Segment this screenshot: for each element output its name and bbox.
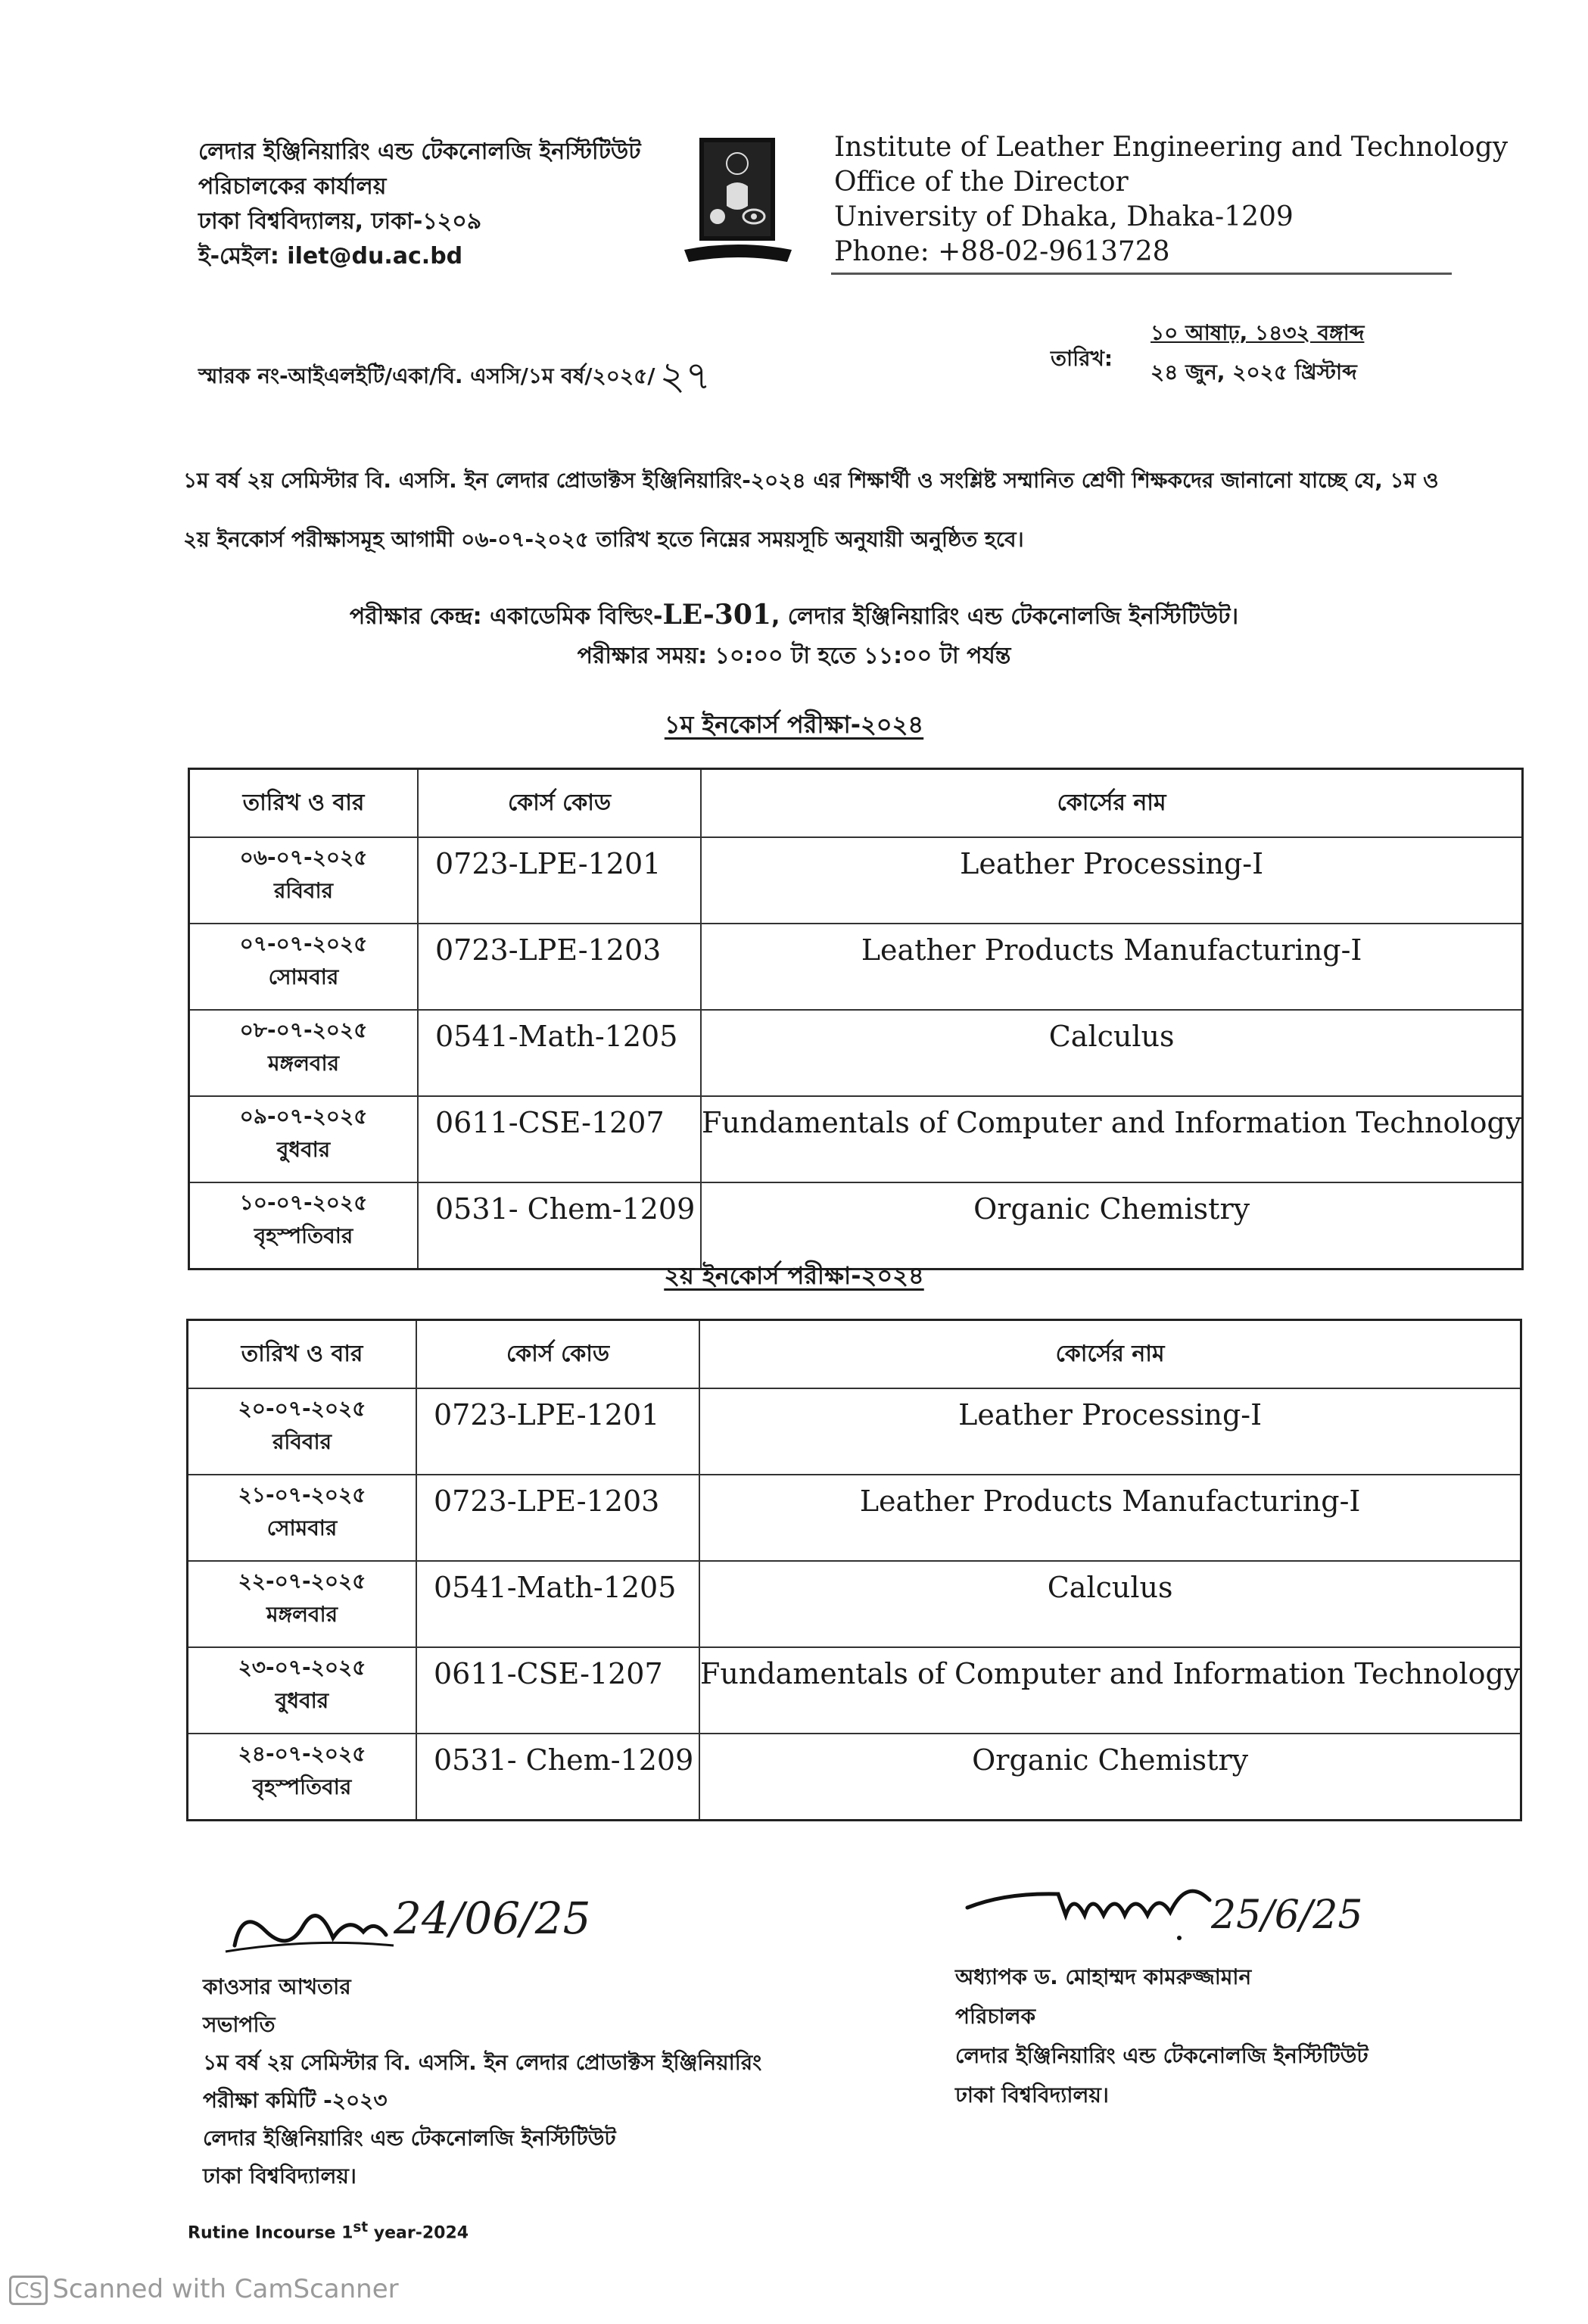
date-bangla: ১০ আষাঢ়, ১৪৩২ বঙ্গাব্দ [1151,320,1365,345]
table-row [188,1475,1521,1561]
signatory-line: পরিচালক [955,2004,1036,2029]
day-text: সোমবার [266,1516,338,1541]
course-code: 0723-LPE-1203 [418,924,701,1010]
day-text: মঙ্গলবার [266,1602,338,1627]
memo-text: স্মারক নং-আইএলইটি/একা/বি. এসসি/১ম বর্ষ/২০২৫/ [198,363,655,388]
date-text: ০৭-০৭-২০২৫ [239,931,368,956]
date-gregorian: ২৪ জুন, ২০২৫ খ্রিস্টাব্দ [1151,360,1357,385]
date-text: ২২-০৭-২০২৫ [238,1569,366,1593]
column-header-name: কোর্সের নাম [699,1320,1521,1389]
column-header-name: কোর্সের নাম [701,769,1523,838]
course-code: 0531- Chem-1209 [416,1734,699,1821]
course-name: Organic Chemistry [701,1182,1523,1269]
signatory-line: পরীক্ষা কমিটি -২০২৩ [203,2088,388,2113]
course-name: Leather Processing-I [701,837,1523,924]
schedule-2-title [0,1257,1588,1298]
camscanner-watermark [9,2274,399,2305]
course-code: 0723-LPE-1201 [416,1388,699,1475]
day-text: মঙ্গলবার [267,1051,340,1076]
course-code: 0723-LPE-1203 [416,1475,699,1561]
course-name: Calculus [701,1010,1523,1096]
signatory-line: অধ্যাপক ড. মোহাম্মদ কামরুজ্জামান [955,1964,1252,1989]
table-row [189,1010,1523,1096]
column-header-code: কোর্স কোড [418,769,701,838]
header-bangla-line: ঢাকা বিশ্ববিদ্যালয়, ঢাকা-১২০৯ [198,208,482,235]
day-text: সোমবার [268,964,339,989]
header-bangla-line: লেদার ইঞ্জিনিয়ারিং এন্ড টেকনোলজি ইনস্টিটিউট [198,139,641,165]
exam-date [189,1096,419,1182]
schedule-2-table [186,1319,1522,1821]
watermark-text: Scanned with CamScanner [52,2274,399,2304]
header-divider [831,273,1452,275]
exam-center-prefix: পরীক্ষার কেন্দ্র: একাডেমিক বিল্ডিং- [349,603,663,630]
schedule-1-table [188,768,1524,1270]
footer-note-year: year-2024 [368,2223,469,2243]
footer-note [188,2220,469,2242]
signature-right-date: 25/6/25 [1211,1893,1363,1938]
exam-center [0,598,1588,637]
schedule-1-title-text: ১ম ইনকোর্স পরীক্ষা-২০২৪ [664,710,924,739]
date-text: ২০-০৭-২০২৫ [238,1396,366,1421]
course-code: 0541-Math-1205 [416,1561,699,1647]
course-code: 0611-CSE-1207 [418,1096,701,1182]
table-header-row [189,769,1523,838]
day-text: বৃহস্পতিবার [254,1223,353,1248]
signature-left-date: 24/06/25 [394,1893,591,1944]
table-row [188,1734,1521,1821]
header-bangla [198,135,683,274]
date-text: ২৪-০৭-২০২৫ [238,1741,366,1766]
date-text: ২৩-০৭-২০২৫ [238,1655,366,1680]
signatory-line: ঢাকা বিশ্ববিদ্যালয়। [203,2164,357,2188]
exam-date [188,1647,417,1734]
signatory-line: সভাপতি [203,2012,276,2037]
signatory-line: ১ম বর্ষ ২য় সেমিস্টার বি. এসসি. ইন লেদার প্রোডাক্টস ইঞ্জিনিয়ারিং [203,2050,762,2075]
camscanner-logo-icon: CS [9,2276,48,2305]
column-header-date: তারিখ ও বার [189,769,419,838]
university-seal-icon [681,133,795,273]
course-name: Organic Chemistry [699,1734,1521,1821]
table-row [189,837,1523,924]
exam-date [188,1388,417,1475]
exam-center-suffix: , লেদার ইঞ্জিনিয়ারিং এন্ড টেকনোলজি ইনস্টিটিউট। [771,603,1239,630]
footer-note-sup: st [353,2220,369,2235]
exam-date [189,1010,419,1096]
header-bangla-line: ই-মেইল: ilet@du.ac.bd [198,243,463,269]
day-text: বুধবার [276,1137,331,1162]
exam-date [189,924,419,1010]
office-name: Office of the Director [834,167,1129,198]
header-bangla-line: পরিচালকের কার্যালয় [198,173,387,200]
phone-number: Phone: +88-02-9613728 [834,236,1170,267]
date-label: তারিখ: [1051,346,1113,371]
course-name: Leather Processing-I [699,1388,1521,1475]
exam-room: LE-301 [662,599,771,631]
day-text: বুধবার [275,1688,329,1713]
signature-block-right [955,1958,1368,2115]
course-name: Fundamentals of Computer and Information Technology [701,1096,1523,1182]
exam-date [188,1561,417,1647]
date-text: ০৮-০৭-২০২৫ [239,1017,368,1042]
exam-time: পরীক্ষার সময়: ১০:০০ টা হতে ১১:০০ টা পর্যন্ত [577,643,1011,669]
table-row [188,1647,1521,1734]
notice-paragraph: ১ম বর্ষ ২য় সেমিস্টার বি. এসসি. ইন লেদার প্রোডাক্টস ইঞ্জিনিয়ারিং-২০২৪ এর শিক্ষার্থী ও সংশ্লিষ্ট সম্মানিত শ্রেণী শিক্ষকদের জানানো যাচ্ছে যে, ১ম ও ২য় ইনকোর্স পরীক্ষাসমূহ আগামী ০৬-০৭-২০২৫ তারিখ হতে নিম্নের সময়সূচি অনুযায়ী অনুষ্ঠিত হবে। [183,468,1439,552]
signature-block-left [203,1968,761,2195]
memo-number: ২৭ [659,354,711,399]
footer-note-text: Rutine Incourse 1 [188,2223,353,2243]
exam-date [188,1475,417,1561]
schedule-1-title [0,706,1588,746]
day-text: রবিবার [272,1429,332,1454]
course-name: Calculus [699,1561,1521,1647]
table-row [188,1561,1521,1647]
course-code: 0611-CSE-1207 [416,1647,699,1734]
course-code: 0541-Math-1205 [418,1010,701,1096]
university-address: University of Dhaka, Dhaka-1209 [834,201,1294,232]
date-text: ০৯-০৭-২০২৫ [239,1104,368,1129]
course-name: Leather Products Manufacturing-I [699,1475,1521,1561]
table-header-row [188,1320,1521,1389]
signatory-line: লেদার ইঞ্জিনিয়ারিং এন্ড টেকনোলজি ইনস্টিটিউট [203,2126,616,2151]
day-text: রবিবার [273,878,334,903]
day-text: বৃহস্পতিবার [252,1774,352,1799]
column-header-code: কোর্স কোড [416,1320,699,1389]
signatory-line: কাওসার আখতার [203,1974,351,1999]
course-code: 0723-LPE-1201 [418,837,701,924]
column-header-date: তারিখ ও বার [188,1320,417,1389]
memo-reference [198,345,711,411]
date-text: ১০-০৭-২০২৫ [239,1190,368,1215]
signatory-line: লেদার ইঞ্জিনিয়ারিং এন্ড টেকনোলজি ইনস্টিটিউট [955,2043,1368,2068]
table-row [188,1388,1521,1475]
course-name: Fundamentals of Computer and Information Technology [699,1647,1521,1734]
course-name: Leather Products Manufacturing-I [701,924,1523,1010]
date-text: ০৬-০৭-২০২৫ [239,845,368,870]
exam-date [189,837,419,924]
date-text: ২১-০৭-২০২৫ [238,1482,366,1507]
table-row [189,924,1523,1010]
table-row [189,1096,1523,1182]
schedule-2-title-text: ২য় ইনকোর্স পরীক্ষা-২০২৪ [664,1261,924,1290]
course-code: 0531- Chem-1209 [418,1182,701,1269]
date-values [1151,313,1364,392]
institute-name: Institute of Leather Engineering and Technology [834,132,1509,163]
signatory-line: ঢাকা বিশ্ববিদ্যালয়। [955,2083,1109,2107]
exam-date [188,1734,417,1821]
header-english [834,130,1509,269]
